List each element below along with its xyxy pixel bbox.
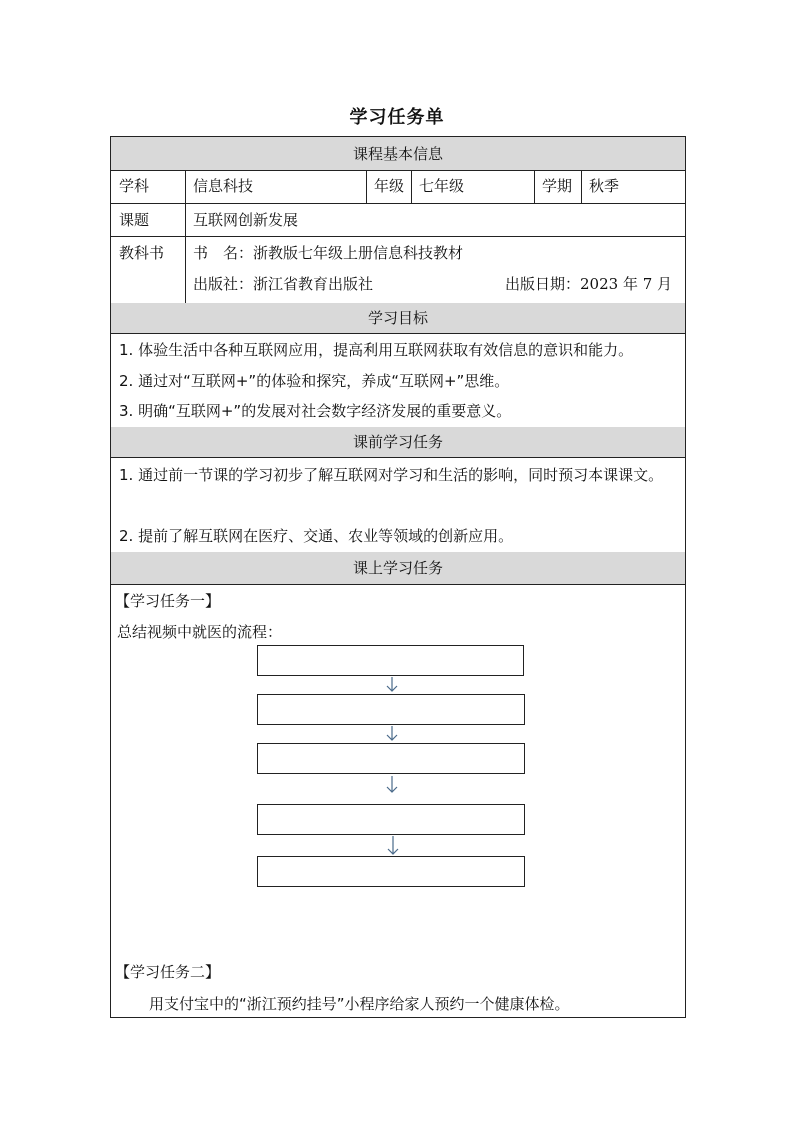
arrow-down-icon [386,836,400,856]
pre-class-item: 2. 提前了解互联网在医疗、交通、农业等领域的创新应用。 [119,527,514,545]
in-class-header: 课上学习任务 [352,559,443,577]
publish-date: 出版日期：2023 年 7 月 [505,275,673,293]
in-class-band [111,552,685,584]
publisher: 出版社：浙江省教育出版社 [193,275,374,293]
term-value: 秋季 [589,177,620,195]
task-sheet-table [110,136,686,1018]
task2-title: 【学习任务二】 [115,963,221,981]
task1-prompt: 总结视频中就医的流程： [117,623,283,641]
grade-value: 七年级 [419,177,465,195]
page-title: 学习任务单 [349,107,445,128]
flow-step-box[interactable] [257,743,525,774]
objectives-header: 学习目标 [367,309,428,327]
pre-class-header: 课前学习任务 [352,433,443,451]
subject-label: 学科 [119,177,150,195]
arrow-down-icon [385,726,399,742]
objective-item: 3. 明确“互联网+”的发展对社会数字经济发展的重要意义。 [119,402,512,420]
topic-value: 互联网创新发展 [193,211,299,229]
pre-class-band [111,427,685,457]
grade-label: 年级 [374,177,405,195]
pre-class-item: 1. 通过前一节课的学习初步了解互联网对学习和生活的影响，同时预习本课课文。 [119,466,664,484]
objectives-band [111,303,685,333]
arrow-down-icon [385,677,399,693]
task2-text: 用支付宝中的“浙江预约挂号”小程序给家人预约一个健康体检。 [149,995,570,1013]
flow-step-box[interactable] [257,804,525,835]
task1-title: 【学习任务一】 [115,592,221,610]
book-name: 书 名：浙教版七年级上册信息科技教材 [193,244,464,262]
arrow-down-icon [385,776,399,794]
basic-info-header: 课程基本信息 [352,145,443,163]
subject-value: 信息科技 [193,177,254,195]
term-label: 学期 [542,177,573,195]
flow-step-box[interactable] [257,694,525,725]
flow-step-box[interactable] [257,645,524,676]
objective-item: 1. 体验生活中各种互联网应用，提高利用互联网获取有效信息的意识和能力。 [119,341,634,359]
topic-label: 课题 [119,211,150,229]
objective-item: 2. 通过对“互联网+”的体验和探究，养成“互联网+”思维。 [119,372,510,390]
textbook-label: 教科书 [119,244,165,262]
flow-step-box[interactable] [257,856,525,887]
basic-info-band [111,137,685,170]
